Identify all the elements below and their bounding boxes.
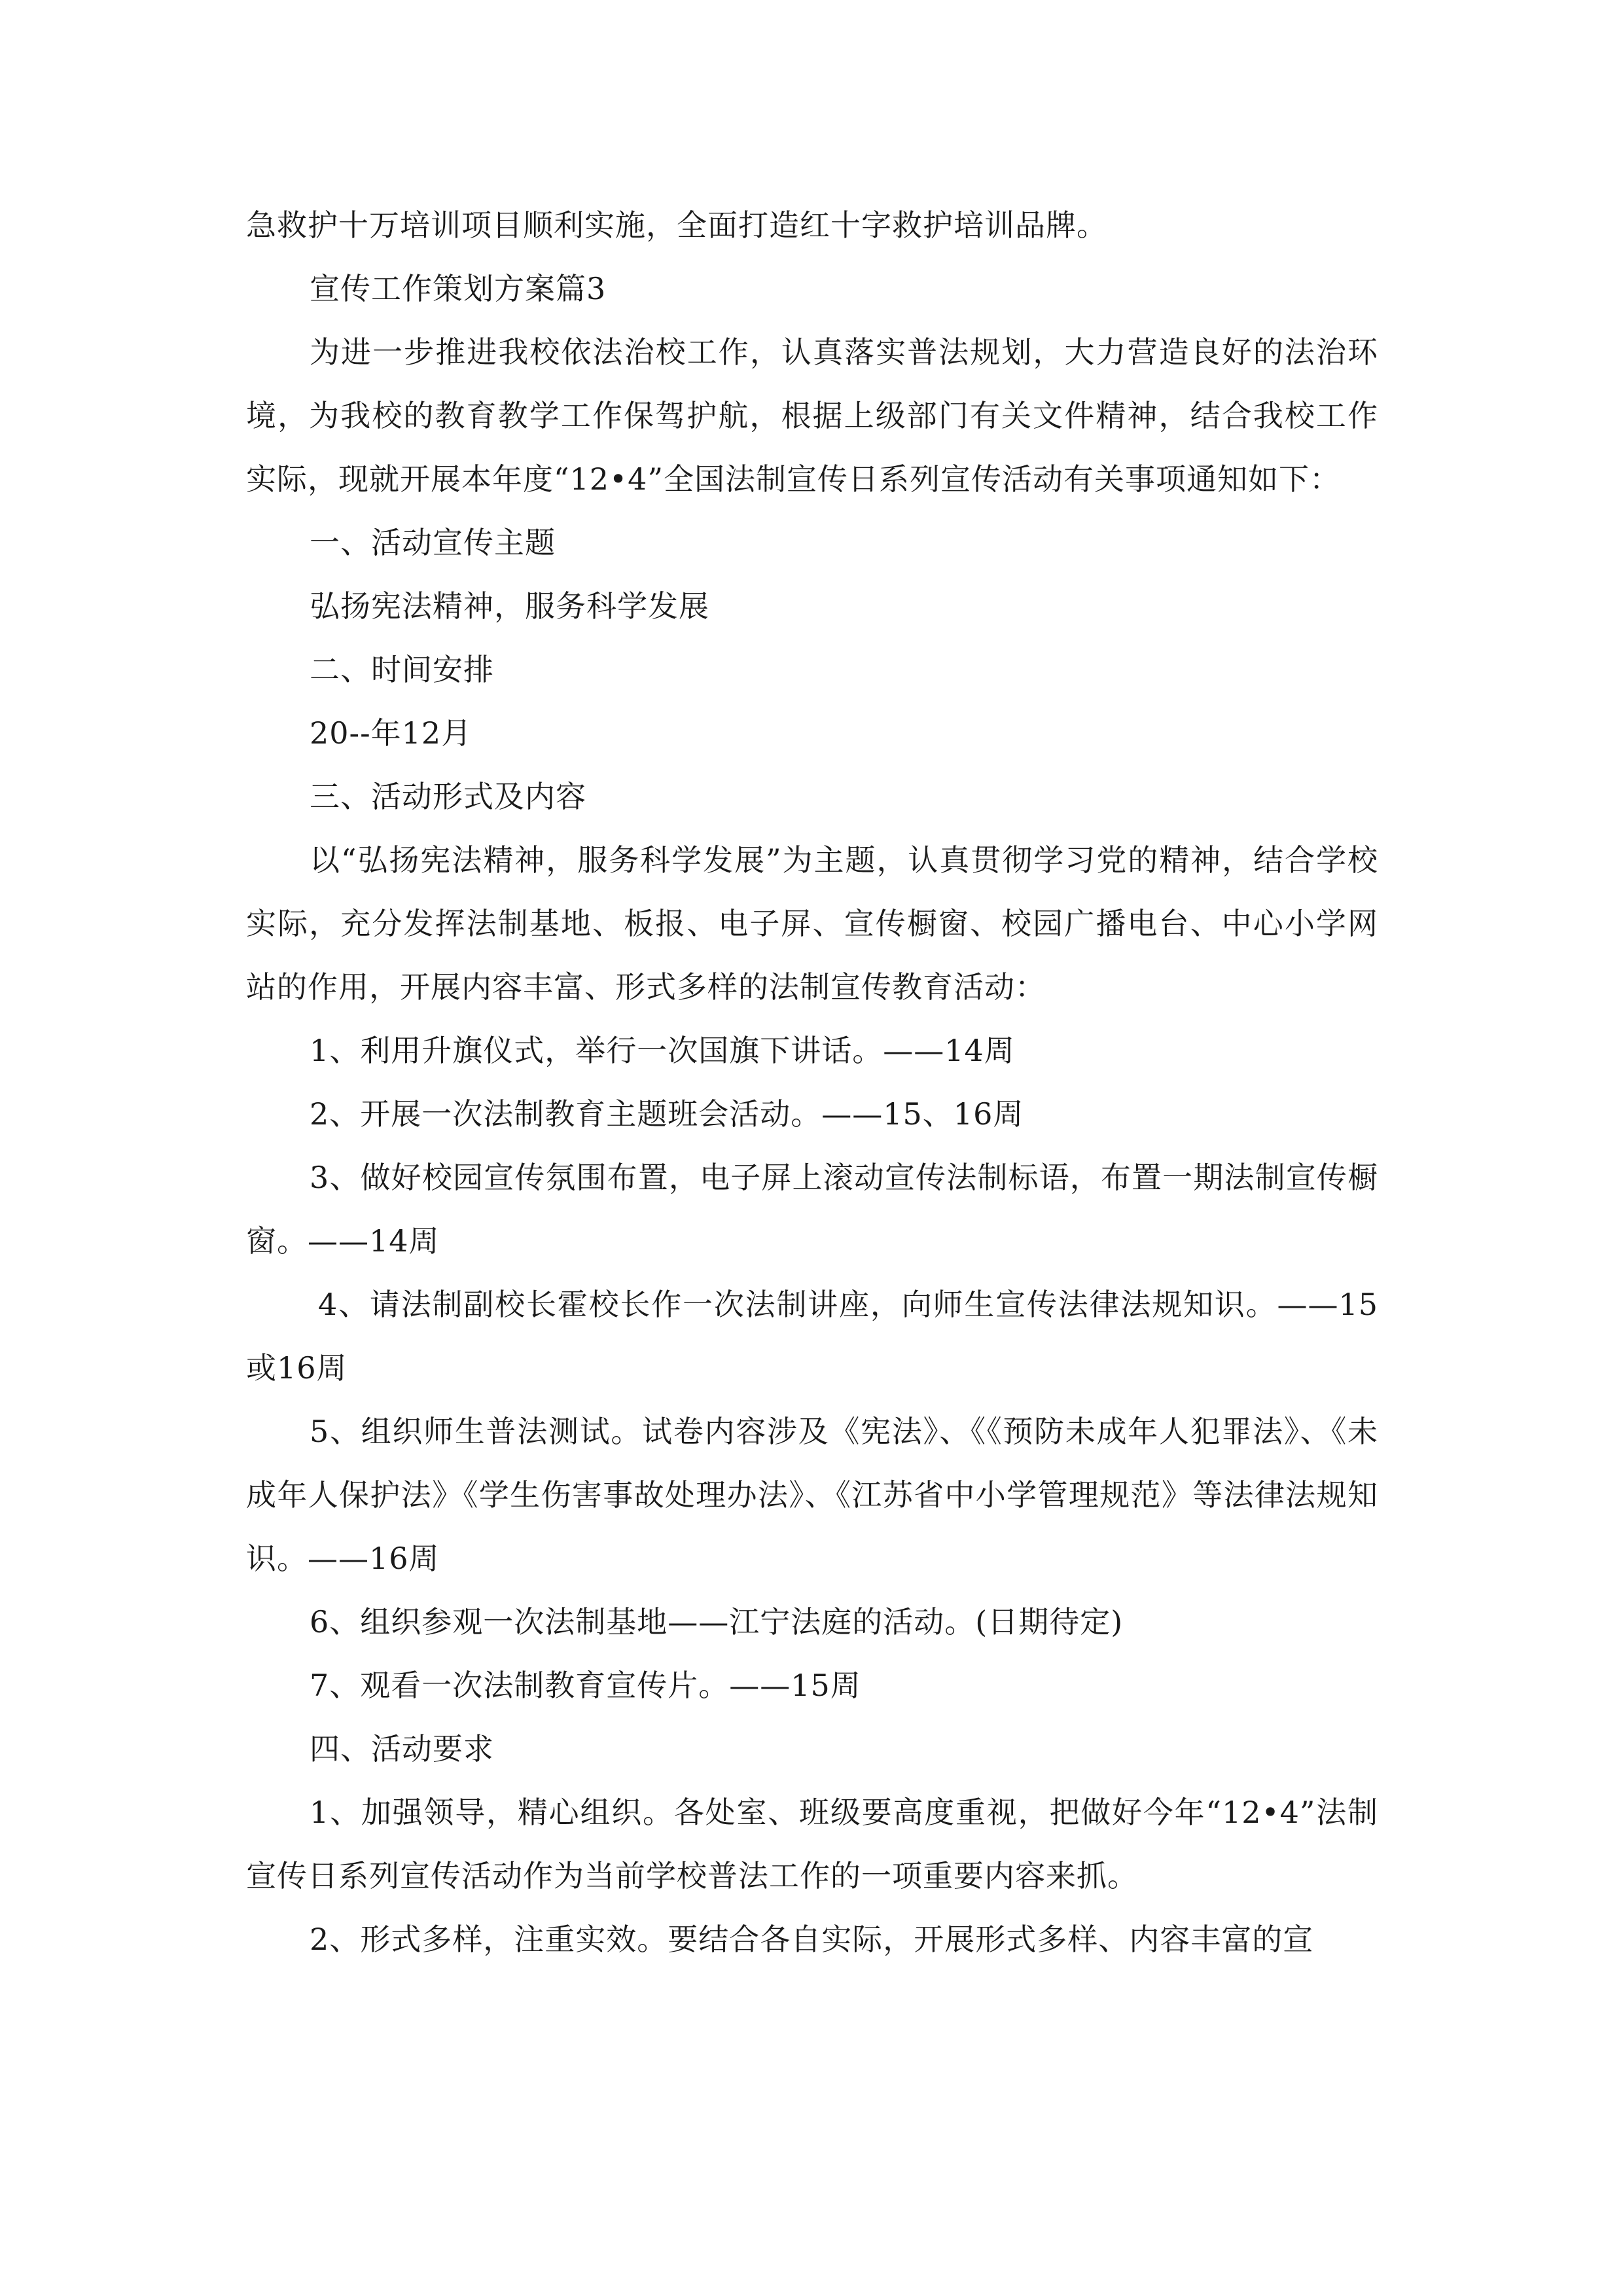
list-item-4: 4、请法制副校长霍校长作一次法制讲座，向师生宣传法律法规知识。——15或16周 bbox=[246, 1287, 1378, 1386]
document-body bbox=[246, 194, 1378, 1971]
paragraph-theme: 弘扬宪法精神，服务科学发展 bbox=[310, 588, 709, 624]
paragraph-continuation: 急救护十万培训项目顺利实施，全面打造红十字救护培训品牌。 bbox=[246, 207, 1107, 243]
section-heading-plan-3: 宣传工作策划方案篇3 bbox=[310, 271, 607, 306]
list-item-7: 7、观看一次法制教育宣传片。——15周 bbox=[310, 1668, 861, 1703]
requirement-item-1: 1、加强领导，精心组织。各处室、班级要高度重视，把做好今年“12•4”法制宣传日系列宣传活动作为当前学校普法工作的一项重要内容来抓。 bbox=[246, 1795, 1378, 1893]
paragraph-content-intro: 以“弘扬宪法精神，服务科学发展”为主题，认真贯彻学习党的精神，结合学校实际，充分发挥法制基地、板报、电子屏、宣传橱窗、校园广播电台、中心小学网站的作用，开展内容丰富、形式多样的法制宣传教育活动： bbox=[246, 842, 1378, 1005]
heading-activity-content: 三、活动形式及内容 bbox=[310, 779, 586, 814]
list-item-5: 5、组织师生普法测试。试卷内容涉及《宪法》、《《预防未成年人犯罪法》、《未成年人保护法》《学生伤害事故处理办法》、《江苏省中小学管理规范》等法律法规知识。——16周 bbox=[246, 1414, 1378, 1576]
list-item-2: 2、开展一次法制教育主题班会活动。——15、16周 bbox=[310, 1096, 1024, 1132]
paragraph-date: 20--年12月 bbox=[310, 715, 473, 751]
list-item-1: 1、利用升旗仪式，举行一次国旗下讲话。——14周 bbox=[310, 1033, 1015, 1068]
paragraph-intro: 为进一步推进我校依法治校工作，认真落实普法规划，大力营造良好的法治环境，为我校的教育教学工作保驾护航，根据上级部门有关文件精神，结合我校工作实际，现就开展本年度“12•4”全国法制宣传日系列宣传活动有关事项通知如下： bbox=[246, 334, 1378, 497]
requirement-item-2: 2、形式多样，注重实效。要结合各自实际，开展形式多样、内容丰富的宣 bbox=[310, 1922, 1314, 1957]
heading-activity-theme: 一、活动宣传主题 bbox=[310, 525, 556, 560]
heading-schedule: 二、时间安排 bbox=[310, 652, 494, 687]
list-item-6: 6、组织参观一次法制基地——江宁法庭的活动。(日期待定) bbox=[310, 1604, 1124, 1640]
list-item-3: 3、做好校园宣传氛围布置，电子屏上滚动宣传法制标语，布置一期法制宣传橱窗。——14周 bbox=[246, 1160, 1378, 1259]
heading-requirements: 四、活动要求 bbox=[310, 1731, 494, 1767]
